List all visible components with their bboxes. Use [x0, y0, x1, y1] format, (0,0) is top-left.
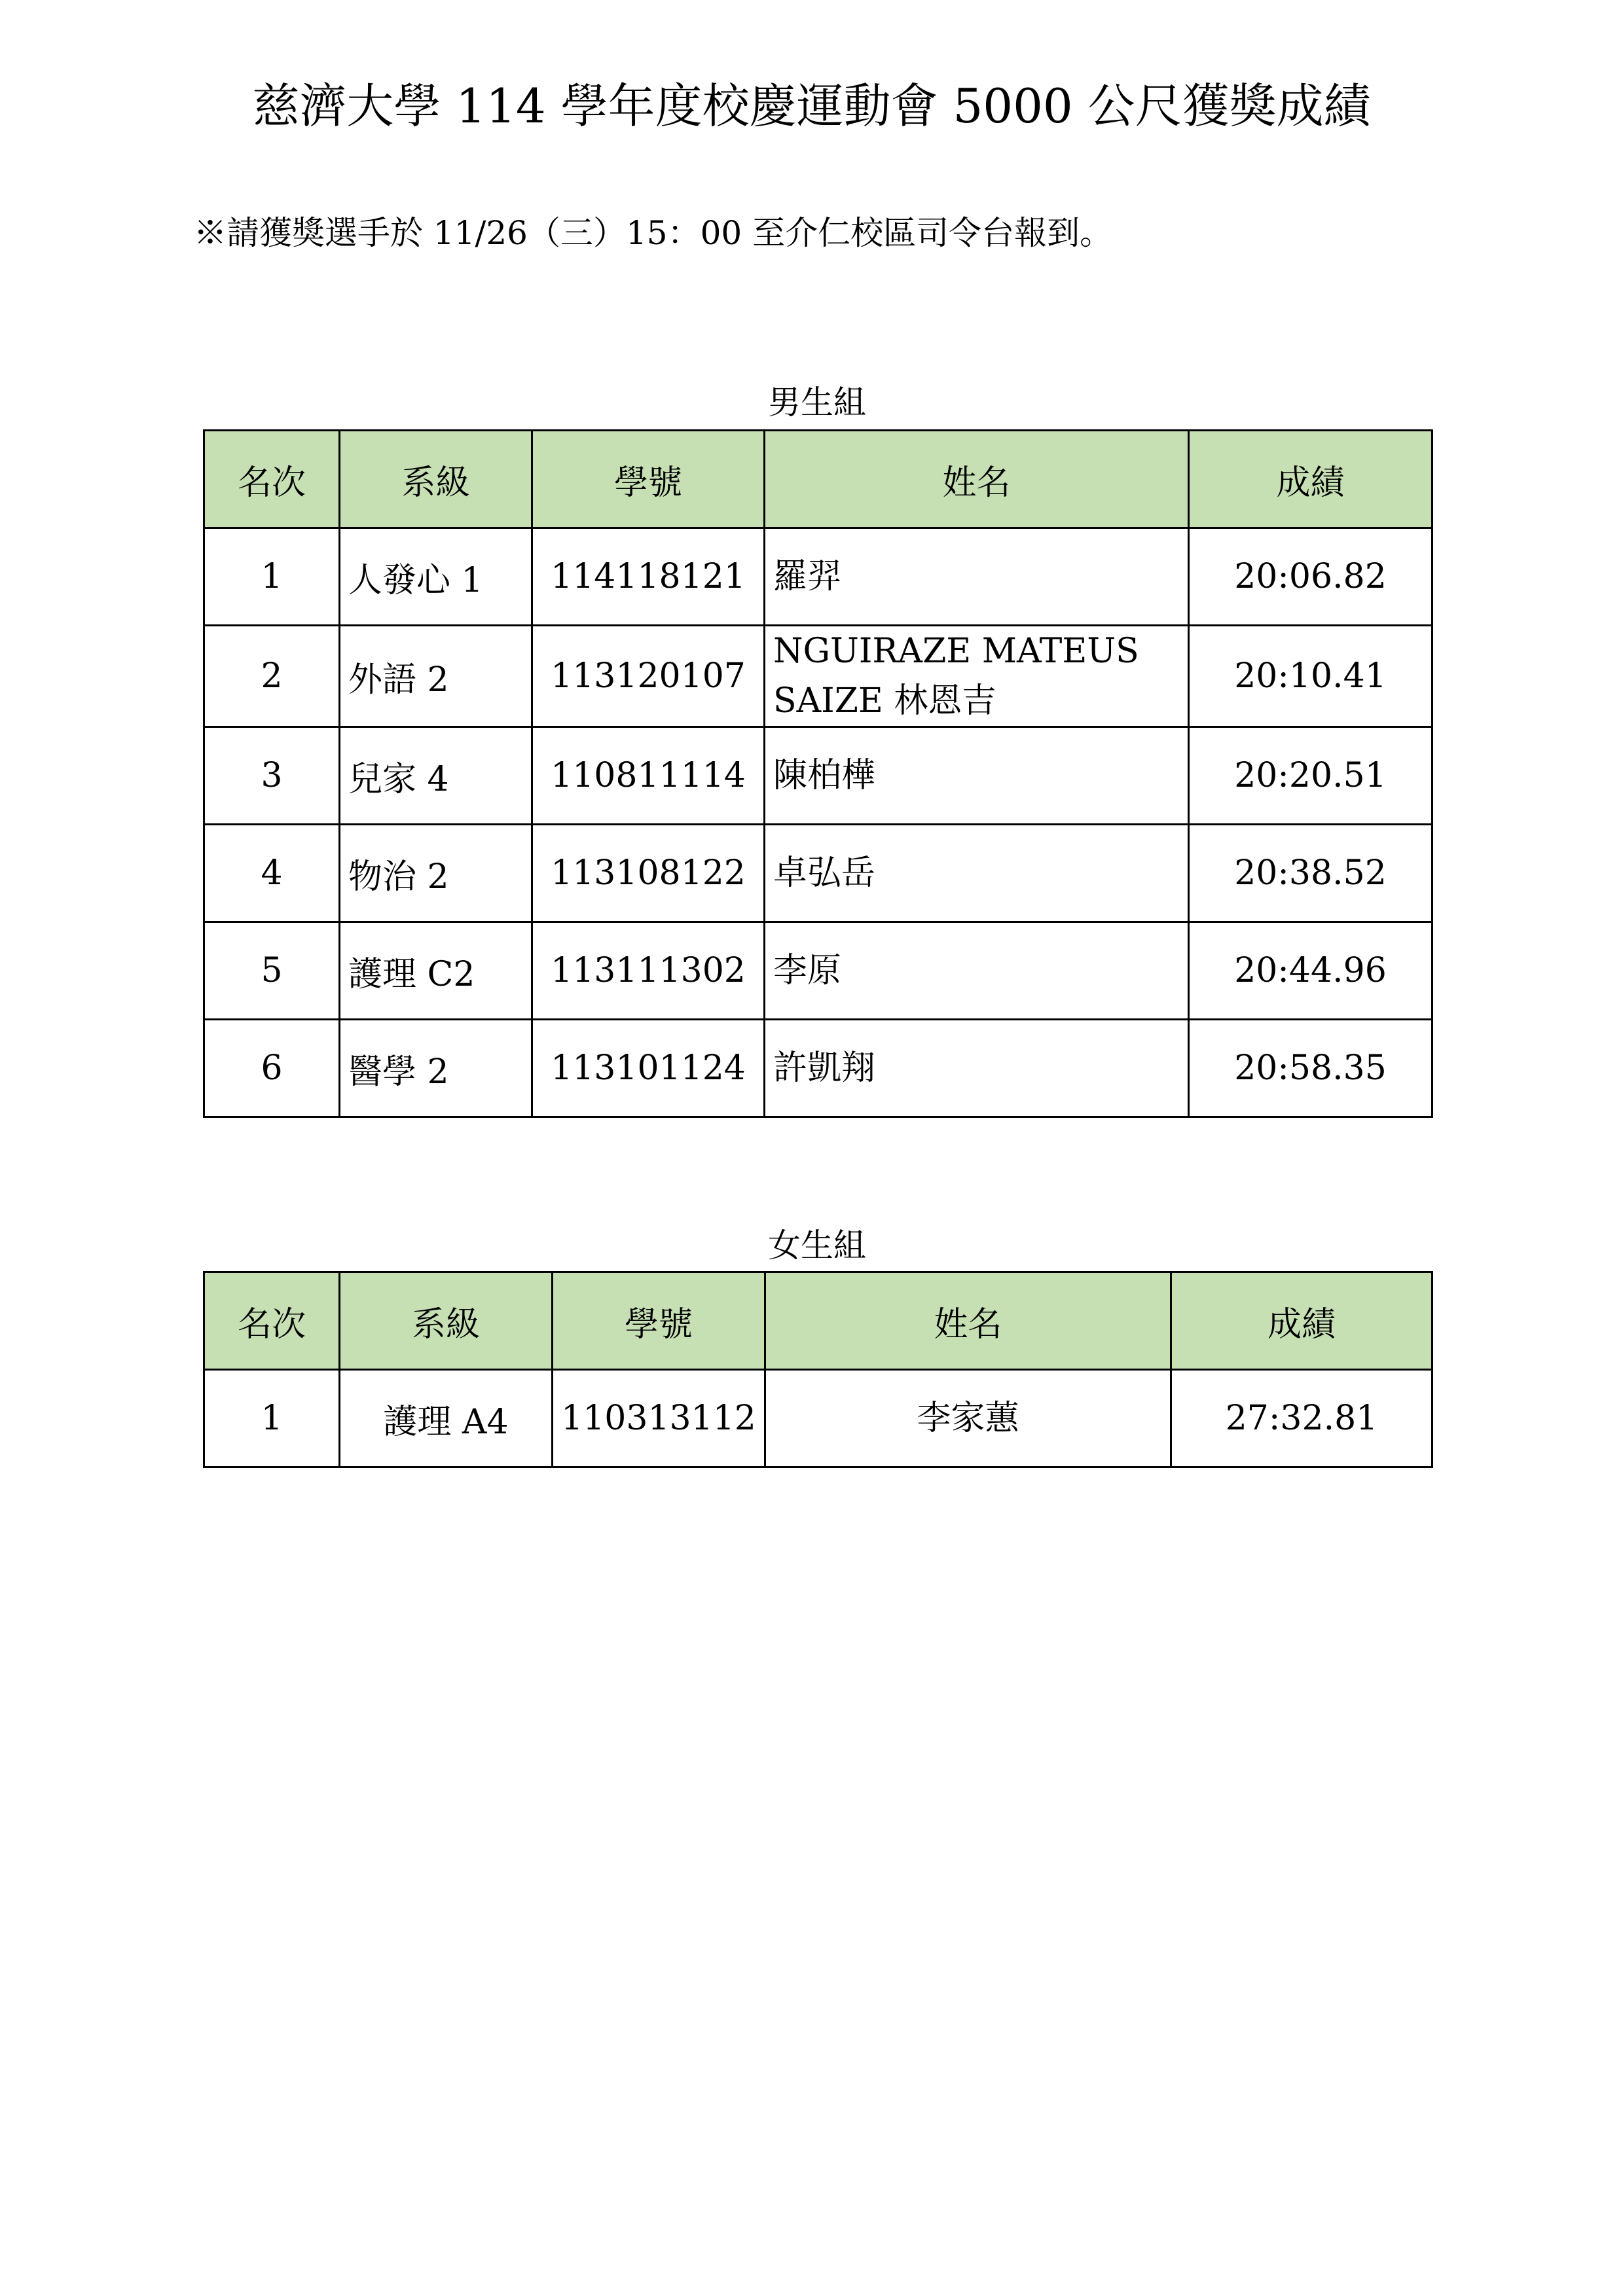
- table-row: [204, 1020, 1432, 1117]
- male-group-title: 男生組: [768, 384, 866, 422]
- table-row: [204, 626, 1432, 727]
- rank-cell: 3: [204, 727, 340, 825]
- header-rank: 名次: [204, 431, 340, 528]
- award-notice: ※請獲獎選手於 11/26（三）15：00 至介仁校區司令台報到。: [194, 214, 1113, 252]
- page-title: 慈濟大學 114 學年度校慶運動會 5000 公尺獲獎成績: [252, 79, 1371, 134]
- table-row: [204, 528, 1432, 626]
- name-cell: 羅羿: [765, 528, 1189, 626]
- header-time: 成績: [1171, 1272, 1432, 1370]
- header-name: 姓名: [765, 431, 1189, 528]
- name-cell: 許凱翔: [765, 1020, 1189, 1117]
- student-id-cell: 110811114: [532, 727, 765, 825]
- rank-cell: 4: [204, 825, 340, 922]
- time-cell: 27:32.81: [1171, 1370, 1432, 1467]
- dept-cell: 兒家 4: [340, 727, 532, 825]
- dept-cell: 醫學 2: [340, 1020, 532, 1117]
- name-cell: NGUIRAZE MATEUS SAIZE 林恩吉: [765, 626, 1189, 727]
- time-cell: 20:06.82: [1189, 528, 1432, 626]
- time-cell: 20:38.52: [1189, 825, 1432, 922]
- table-row: [204, 1370, 1432, 1467]
- rank-cell: 2: [204, 626, 340, 727]
- dept-cell: 護理 A4: [340, 1370, 553, 1467]
- header-time: 成績: [1189, 431, 1432, 528]
- student-id-cell: 110313112: [553, 1370, 765, 1467]
- table-header-row: [204, 1272, 1432, 1370]
- time-cell: 20:58.35: [1189, 1020, 1432, 1117]
- rank-cell: 5: [204, 922, 340, 1020]
- time-cell: 20:20.51: [1189, 727, 1432, 825]
- student-id-cell: 113120107: [532, 626, 765, 727]
- name-cell: 卓弘岳: [765, 825, 1189, 922]
- student-id-cell: 113111302: [532, 922, 765, 1020]
- table-header-row: [204, 431, 1432, 528]
- dept-cell: 護理 C2: [340, 922, 532, 1020]
- name-cell: 李原: [765, 922, 1189, 1020]
- time-cell: 20:44.96: [1189, 922, 1432, 1020]
- student-id-cell: 113108122: [532, 825, 765, 922]
- name-cell: 陳柏樺: [765, 727, 1189, 825]
- name-cell: 李家蕙: [765, 1370, 1171, 1467]
- table-row: [204, 922, 1432, 1020]
- student-id-cell: 113101124: [532, 1020, 765, 1117]
- header-name: 姓名: [765, 1272, 1171, 1370]
- male-results-table: [203, 429, 1433, 1118]
- header-rank: 名次: [204, 1272, 340, 1370]
- dept-cell: 外語 2: [340, 626, 532, 727]
- time-cell: 20:10.41: [1189, 626, 1432, 727]
- header-student-id: 學號: [532, 431, 765, 528]
- rank-cell: 1: [204, 528, 340, 626]
- dept-cell: 人發心 1: [340, 528, 532, 626]
- header-student-id: 學號: [553, 1272, 765, 1370]
- header-dept: 系級: [340, 431, 532, 528]
- table-row: [204, 825, 1432, 922]
- rank-cell: 1: [204, 1370, 340, 1467]
- student-id-cell: 114118121: [532, 528, 765, 626]
- rank-cell: 6: [204, 1020, 340, 1117]
- female-results-table: [203, 1271, 1433, 1468]
- female-group-title: 女生組: [768, 1227, 866, 1265]
- header-dept: 系級: [340, 1272, 553, 1370]
- table-row: [204, 727, 1432, 825]
- dept-cell: 物治 2: [340, 825, 532, 922]
